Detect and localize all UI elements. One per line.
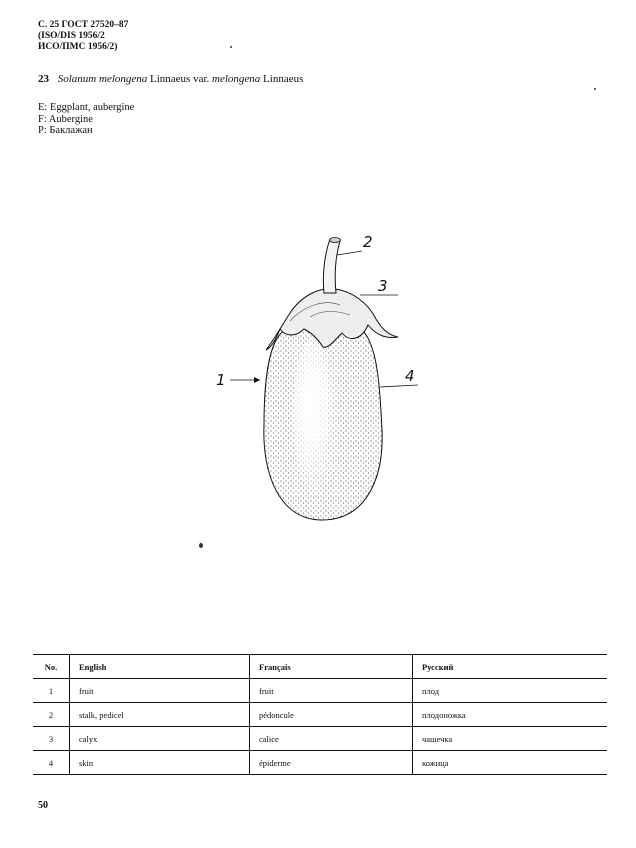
terms-table — [33, 654, 607, 775]
cell-russian: чашечка — [413, 727, 608, 751]
table-header-row — [33, 655, 607, 679]
document-header — [38, 20, 128, 53]
cell-english: fruit — [70, 679, 250, 703]
cell-no: 3 — [33, 727, 70, 751]
col-header-russian: Русский — [413, 655, 608, 679]
eggplant-illustration — [190, 225, 450, 545]
figure-label-2: 2 — [363, 233, 373, 251]
cell-no: 4 — [33, 751, 70, 775]
name-russian: P: Баклажан — [38, 125, 93, 136]
cell-no: 2 — [33, 703, 70, 727]
scan-speck — [199, 543, 203, 548]
cell-russian: плод — [413, 679, 608, 703]
entry-number: 23 — [38, 73, 49, 85]
figure-label-1: 1 — [216, 371, 226, 389]
table-row — [33, 679, 607, 703]
name-english: E: Eggplant, aubergine — [38, 102, 135, 113]
scan-speck — [230, 46, 232, 48]
species-name: Solanum melongena — [57, 73, 148, 85]
cell-french: calice — [250, 727, 413, 751]
authority-2: Linnaeus — [263, 73, 304, 85]
cell-english: stalk, pedicel — [70, 703, 250, 727]
cell-english: calyx — [70, 727, 250, 751]
stalk — [323, 239, 340, 293]
figure-label-4: 4 — [405, 367, 415, 385]
cell-english: skin — [70, 751, 250, 775]
cell-french: fruit — [250, 679, 413, 703]
variety-name: melongena — [212, 73, 261, 85]
cell-french: pédoncule — [250, 703, 413, 727]
figure-label-3: 3 — [378, 277, 388, 295]
header-iso-line: (ISO/DIS 1956/2 — [38, 31, 105, 41]
table-row — [33, 751, 607, 775]
entry-title — [38, 73, 303, 85]
name-french: F: Aubergine — [38, 113, 93, 125]
authority-1: Linnaeus var. — [150, 73, 210, 85]
common-names — [38, 102, 134, 137]
table-row — [33, 727, 607, 751]
col-header-french: Français — [250, 655, 413, 679]
cell-russian: кожица — [413, 751, 608, 775]
col-header-english: English — [70, 655, 250, 679]
scan-speck — [594, 88, 596, 90]
cell-no: 1 — [33, 679, 70, 703]
table-row — [33, 703, 607, 727]
header-standard-line: С. 25 ГОСТ 27520–87 — [38, 20, 129, 30]
cell-french: épiderme — [250, 751, 413, 775]
header-iso-ru-line: ИСО/ПМС 1956/2) — [38, 42, 118, 52]
col-header-no: No. — [33, 655, 70, 679]
page-number: 50 — [38, 800, 48, 811]
cell-russian: плодоножка — [413, 703, 608, 727]
